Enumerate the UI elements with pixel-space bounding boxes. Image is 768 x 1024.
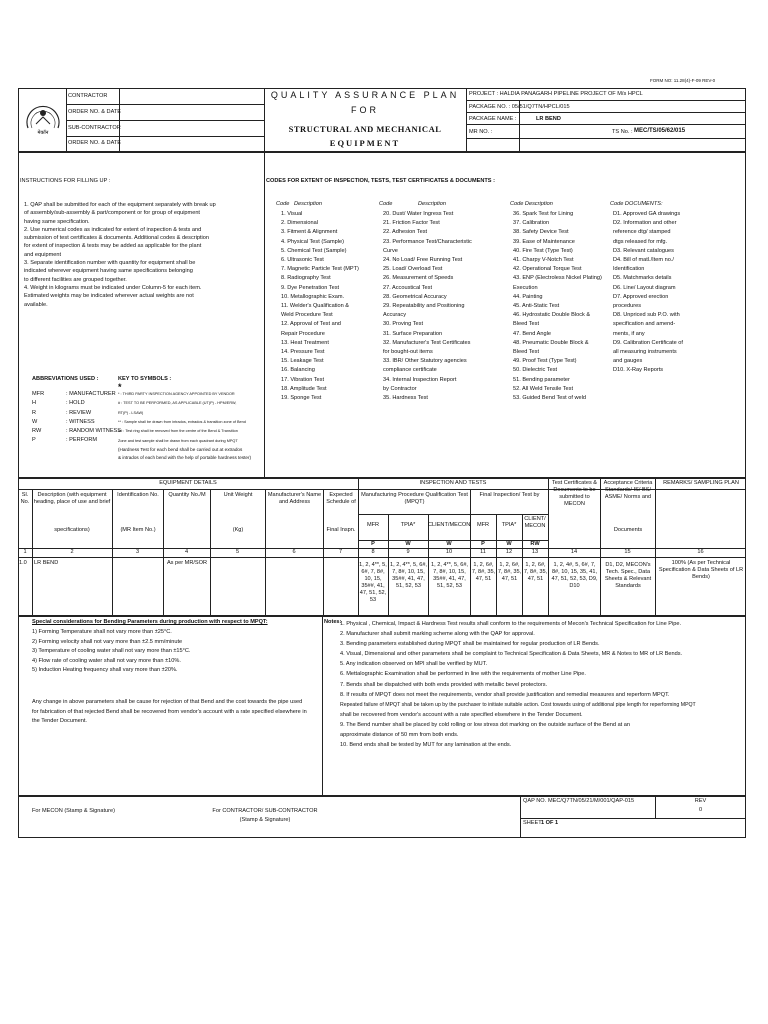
col-test-certificates: Test Certificates & Documents to be submitted to MECON [551,480,598,507]
row-description: LR BEND [34,560,59,566]
col-manufacturer: Manufacturer's Name and Address [267,492,322,505]
row-sl-no: 1.0 [19,560,27,566]
title-line4: EQUIPMENT [329,138,401,148]
special-list [32,628,191,676]
mecon-logo [24,98,62,140]
special-paragraph [32,698,307,727]
col-num: 4 [184,549,189,555]
note-line: 3. Bending parameters established during MPQT shall be maintained for regular production of LR Bends. [340,641,600,648]
col-num: 16 [697,549,704,555]
inspection-tests-heading: INSPECTION AND TESTS [419,480,487,486]
col-description: Description (with equipment heading, place of use and brief [33,492,111,505]
instructions-list [24,201,216,309]
form-number: FORM NO: 11.28(4)-F-09 REV-0 [650,78,716,83]
codes-col3-head: Code Description [510,201,553,207]
instruction-line: for extent of inspection & tests may be added as applicable for the plant [24,243,202,250]
symbol-line: ** : Sample shall be drawn from intrados, extrados & transition zone of Bend [118,419,246,424]
mr-no: MR NO. : [469,129,493,135]
row-mpqt-tpia: 1, 2, 4**, 5, 6#, 7, 8#, 10, 15, 35##, 41, 47, 51, 52, 53 [389,562,427,589]
title-line1: QUALITY ASSURANCE PLAN [270,90,460,100]
pww-mpqt-mfr: P [371,541,375,547]
symbol-line: Zone and test sample shall be drawn from each quadrant during MPQT [118,439,238,443]
col-acceptance-criteria: Acceptance Criteria Standards/ IS/ BS/ ASME/ Norms and [603,480,653,500]
col-final-inspection: Final Inspection/ Test by [479,492,540,498]
abbrev-code: W [32,418,38,425]
sub-client-final: CLIENT/ MECON [524,516,546,529]
col-num: 9 [406,549,410,555]
abbrev-meaning: : MANUFACTURER [66,391,116,397]
label-sub-contractor: SUB-CONTRACTOR [68,125,121,131]
pww-mpqt-client: W [446,541,452,547]
notes-list [340,619,696,750]
row-mpqt-mfr: 1, 2, 4**, 5, 6#, 7, 8#, 10, 15, 35##, 41, 47, 51, 52, 53 [359,562,387,603]
ts-no-label: TS No. : [612,129,633,135]
label-order-no-2: ORDER NO. & DATE [68,140,122,146]
col-num: 14 [570,549,578,555]
codes-col2-head-code: Code [379,201,393,207]
mecon-logo-icon [24,98,62,140]
instructions-heading: INSTRUCTIONS FOR FILLING UP : [20,178,111,184]
qap-no-label: QAP NO. [523,798,547,804]
instruction-line: 1. QAP shall be submitted for each of the equipment separately with break up [24,202,216,208]
special-line: 2) Forming velocity shall not vary more than ±2.5 mm/minute [32,638,183,645]
col-num: 11 [480,549,486,555]
abbrev-code: R [32,409,37,416]
abbrev-codes [32,390,44,446]
footer-box [18,796,746,838]
instruction-line: and equipment [24,251,62,258]
col-num: 10 [445,549,453,555]
col-expected-schedule: Expected Schedule of [326,492,356,505]
instruction-line: 4. Weight in kilograms must be indicated under Column-5 for each item. [24,284,202,291]
col-sl-no: Sl. No. [20,492,30,505]
label-order-no-1: ORDER NO. & DATE [68,109,122,115]
instruction-line: 2. Use numerical codes as indicated for extent of inspection & tests and [24,226,202,233]
contractor-signature: For CONTRACTOR/ SUB-CONTRACTOR [212,808,318,814]
package-no: PACKAGE NO. : 05/51/Q7TN/HPCL/015 [469,104,570,110]
sheet-value: 1 OF 1 [541,820,559,826]
sub-client-mecon: CLIENT/MECON [428,522,471,528]
symbol-line: (Hardness Test for each bend shall be carried out at extrados [118,446,243,452]
note-line: 2. Manufacturer shall submit marking scheme along with the QAP for approval. [340,631,535,638]
col-num: 15 [624,549,631,555]
note-line: 10. Bend ends shall be tested by MUT for any lamination at the ends. [340,742,512,749]
special-line: 3) Temperature of cooling water shall not vary more than ±15°C. [32,648,191,654]
label-contractor: CONTRACTOR [68,93,108,99]
col-num: 5 [235,549,240,555]
abbrev-meanings [66,390,121,446]
col-quantity: Quantity No./M [168,492,206,498]
note-line: 9. The Bend number shall be placed by cold rolling or low stress dot marking on the outside surface of the Bend at an [340,721,631,728]
row-certificates: 1, 2, 4#, 5, 6#, 7, 8#, 10, 15, 35, 41, 47, 51, 52, 53, D9, D10 [551,562,598,589]
col-num: 13 [531,549,539,555]
note-line: 8. If results of MPQT does not meet the requirements, vendor shall provide justification and remedial measures and reperform MPQT. [340,691,670,698]
sub-tpia-final: TPIA* [501,522,517,528]
col-num: 6 [292,549,296,555]
codes-col1-head-desc: Description [294,201,322,207]
codes-col2: 20. Dust/ Water Ingress Test 21. Friction Factor Test 22. Adhesion Test 23. Performance Test/Characteristic Curve 24. No Load/ Free Running Test 25. Load/ Overload Test 26. Measurement of Speeds 27. Accoustical Test 28. Geometrical Accuracy 29. Repeatability and Positioning Accuracy 30. Proving Test 31. Surface Preparation 32. Manufacturer's Test Certificates for bought-out items 33. IBR/ Other Statutory agencies compliance certificate 34. Internal Inspection Report by Contractor 35. Hardness Test [383,211,472,402]
rev-value: 0 [698,807,703,813]
abbreviations-heading: ABBREVIATIONS USED : [32,376,99,382]
col-unit-weight-2: (Kg) [232,527,244,533]
pww-mpqt-tpia: W [405,541,411,547]
abbrev-meaning: : PERFORM [66,437,98,444]
rev-label: REV [694,798,707,804]
symbol-line: * : THIRD PARTY INSPECTION AGENCY APPOINTED BY VENDOR [118,392,235,396]
col-num: 1 [23,549,27,555]
row-final-mfr: 1, 2, 6#, 7, 8#, 35, 47, 51 [471,562,496,582]
abbrev-code: P [32,437,36,444]
symbol-line: & intrados of each bend with the help of portable hardness tester) [118,455,252,461]
instruction-line: available. [24,301,48,308]
row-mpqt-client: 1, 2, 4**, 5, 6#, 7, 8#, 10, 15, 35##, 41, 47, 51, 52, 53 [430,562,468,589]
symbol-line: # : TEST TO BE PERFORMED, AS APPLICABLE (UT(P) - HPM/ERW, [118,401,237,406]
col-remarks: REMARKS/ SAMPLING PLAN [663,480,739,486]
note-line: 5. Any indication observed on MPI shall be verified by MUT. [340,661,488,668]
sub-mfr-final: MFR [476,522,490,528]
note-line: approximate distance of 50 mm from both ends. [340,732,459,739]
title-line3: STRUCTURAL AND MECHANICAL [288,124,442,134]
pww-final-mfr: P [481,541,485,547]
codes-heading: CODES FOR EXTENT OF INSPECTION, TESTS, TEST CERTIFICATES & DOCUMENTS : [266,178,495,184]
contractor-signature-2: (Stamp & Signature) [239,817,291,823]
instruction-line: indicated wherever equipment having same specifications belonging [24,268,193,275]
symbols-list [118,390,246,436]
col-description-2: specifications) [54,527,90,533]
sheet-label: SHEET [523,820,542,826]
pww-final-client: RW [530,541,540,547]
abbrev-code: RW [32,428,42,435]
sub-mfr: MFR [366,522,380,528]
col-num: 7 [338,549,343,555]
abbrev-code: H [32,400,37,407]
package-name-label: PACKAGE NAME : [469,116,517,122]
col-num: 12 [505,549,513,555]
special-line: 4) Flow rate of cooling water shall not vary more than ±10%. [32,657,181,664]
symbol-line: RT(P) - LSAW) [118,410,144,415]
mecon-signature: For MECON (Stamp & Signature) [32,808,115,814]
special-line: 5) Induction Heating frequency shall vary more than ±20%. [32,667,178,673]
instruction-line: having same specification. [24,218,90,225]
abbrev-meaning: : REVIEW [66,409,92,416]
para-line: the Tender Document. [32,718,87,724]
col-identification-2: (MR Item No.) [120,527,156,533]
codes-col4-documents: D1. Approved GA drawings D2. Information and other reference dtg/ stamped dtgs released for mfg. D3. Relevant catalogues D4. Bill of matl./Item no./ Identification D5. Matchmarks details D6. Line/ Layout diagram D7. Approved erection procedures D8. Unpriced sub P.O. with specification and amend- ments, if any D9. Calibration Certificate of all measuring instruments and gauges D10. X-Ray Reports [613,211,683,374]
note-line: 1. Physical , Chemical, Impact & Hardness Test results shall conform to the requirements of Mecon's Technical Specification for Line Pipe. [340,621,681,627]
instruction-line: 3. Separate identification number with quantity for equipment shall be [24,260,196,267]
col-num: 8 [371,549,375,555]
svg-text:मेकॉन: मेकॉन [37,130,49,136]
col-num: 2 [70,549,74,555]
instruction-line: of assembly/sub-assembly & part/component or for group of equipment [24,210,200,217]
col-unit-weight: Unit Weight [223,492,253,498]
row-quantity: As per MR/SOR [166,560,208,566]
symbol-line: ## : Test ring shall be removed from the centre of the Bend & Transition [118,429,238,434]
equipment-details-heading: EQUIPMENT DETAILS [159,480,217,486]
row-remarks: 100% (As per Technical Specification & Data Sheets of LR Bends) [658,560,744,580]
col-mpqt: Manufacturing Procedure Qualification Test (MPQT) [361,492,468,505]
symbols-heading: KEY TO SYMBOLS : [118,376,172,382]
special-line: 1) Forming Temperature shall not vary more than ±25°C. [32,629,172,635]
codes-col4-head: Code DOCUMENTS: [610,201,663,207]
qap-no-value: MEC/Q7TN/05/21/M/001/QAP-015 [548,798,635,804]
note-line: 4. Visual, Dimensional and other parameters shall be complaint to Technical Specification & Data Sheets, MR & Notes to MR of LR Bends. [340,651,683,658]
abbrev-code: MFR [32,391,45,397]
special-considerations-heading: Special considerations for Bending Parameters during production with respect to MPQT: [32,619,268,625]
col-num: 3 [135,549,140,555]
notes-heading: Notes: [324,619,342,625]
abbrev-meaning: : HOLD [66,400,85,407]
note-line: 6. Mettalographic Examination shall be performed in line with the requirements of mother Line Pipe. [340,671,586,678]
codes-col3: 36. Spark Test for Lining 37. Calibration 38. Safety Device Test 39. Ease of Maintenance 40. Fire Test (Type Test) 41. Charpy V-Notch Test 42. Operational Torque Test 43. ENP (Electroless Nickel Plating) Execution 44. Painting 45. Anti-Static Test 46. Hydrostatic Double Block & Bleed Test 47. Bend Angle 48. Pneumatic Double Block & Bleed Test 49. Proof Test (Type Test) 50. Dielectric Test 51. Bending parameter 52. All Weld Tensile Test 53. Guided Bend Test of weld [513,211,602,402]
para-line: for fabrication of that rejected Bend shall be recovered from vendor's account with a rate specified elsewhere in [32,708,307,715]
package-name-value: LR BEND [536,116,561,122]
instruction-line: to different facilities are grouped together. [24,276,127,283]
ts-no-value: MEC/TS/05/62/015 [634,128,686,134]
sub-tpia: TPIA* [400,522,416,528]
col-acceptance-criteria-2: Documents [613,527,643,533]
abbrev-meaning: : RANDOM WITNESS [66,428,122,435]
project-name: PROJECT : HALDIA PANAGARH PIPELINE PROJECT OF M/s HPCL [469,91,643,97]
col-identification: Identification No. [117,492,159,498]
star-symbol: * [118,382,122,392]
instruction-line: Estimated weights may be indicated wherever actual weights are not [24,293,194,300]
row-final-client: 1, 2, 6#, 7, 8#, 35, 47, 51 [523,562,548,582]
codes-col2-head-desc: Description [418,201,446,207]
note-line: Repeated failure of MPQT shall be taken up by the purchaser to initiate suitable action. Cost towards using of additional pipe length for reperforming MPQT [340,701,696,708]
note-line: 7. Bends shall be dispatched with both ends provided with metallic bevel protectors. [340,681,548,688]
title-line2: FOR [351,105,379,115]
codes-col1: 1. Visual 2. Dimensional 3. Fitment & Alignment 4. Physical Test (Sample) 5. Chemical Test (Sample) 6. Ultrasonic Test 7. Magnetic Particle Test (MPT) 8. Radiography Test 9. Dye Penetration Test 10. Metallographic Exam. 11. Welder's Qualification & Weld Procedure Test 12. Approval of Test and Repair Procedure 13. Heat Treatment 14. Pressure Test 15. Leakage Test 16. Balancing 17. Vibration Test 18. Amplitude Test 19. Sponge Test [281,211,359,402]
codes-col1-head-code: Code [276,201,290,207]
abbrev-meaning: : WITNESS [66,418,95,425]
pww-final-tpia: W [506,541,512,547]
row-acceptance: D1, D2, MECON's Tech. Spec., Data Sheets & Relevant Standards [604,562,652,589]
note-line: shall be recovered from vendor's account with a rate specified elsewhere in the Tender Document. [340,711,583,718]
symbols-list-2 [118,437,251,463]
instruction-line: submission of test certificates & documents. Additional codes & description [24,235,209,242]
col-expected-schedule-2: Final Inspn. [326,527,356,533]
row-final-tpia: 1, 2, 6#, 7, 8#, 35, 47, 51 [497,562,522,582]
para-line: Any change in above parameters shall be cause for rejection of that Bend and the cost towards the pipe used [32,699,303,705]
